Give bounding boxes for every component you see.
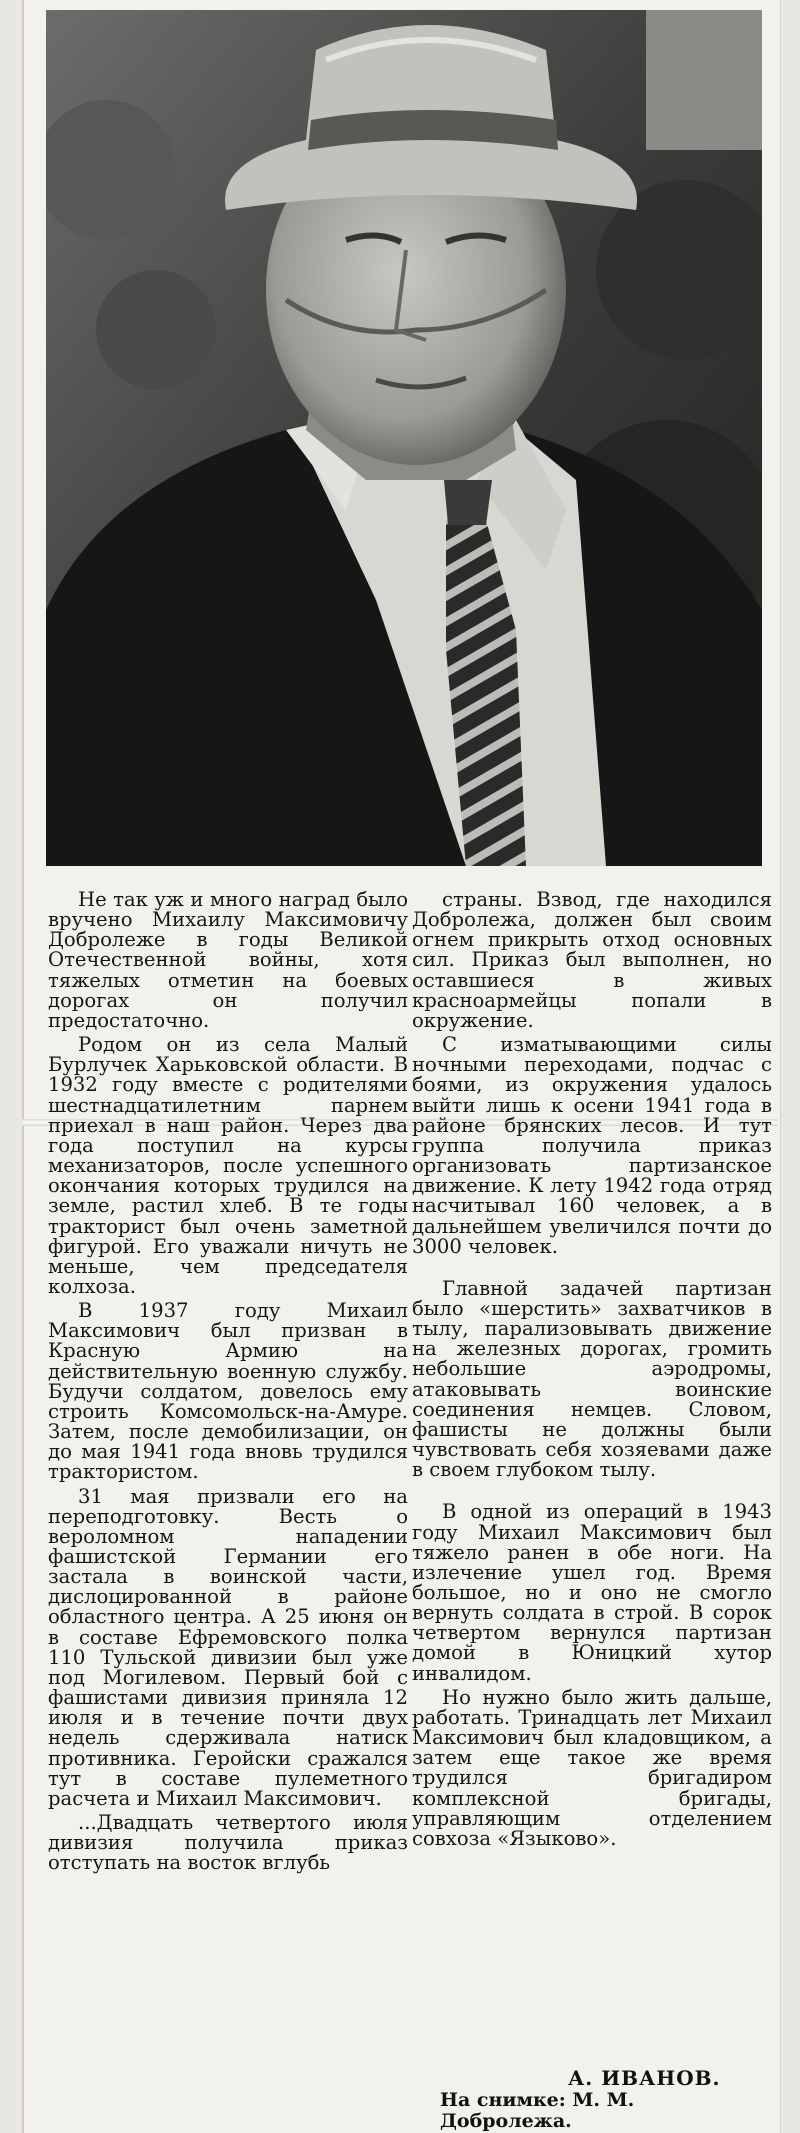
article-left-column	[48, 890, 408, 1878]
photo-caption: На снимке: М. М. Добролежа.	[440, 2089, 635, 2132]
paragraph: ...Двадцать четвертого июля дивизия получила приказ отступать на восток вглубь	[48, 1811, 408, 1875]
author-signature: А. ИВАНОВ.	[568, 2066, 721, 2090]
paragraph: Родом он из села Малый Бурлучек Харьковской области. В 1932 году вместе с родителями шестнадцатилетним парнем приехал в наш район. Через два года поступил на курсы механизаторов, после успешного окончания которых трудился на земле, растил хлеб. В те годы тракторист был очень заметной фигурой. Его уважали ничуть не меньше, чем председателя колхоза.	[48, 1033, 408, 1298]
paragraph: В 1937 году Михаил Максимович был призван в Красную Армию на действительную военную службу. Будучи солдатом, довелось ему строить Комсомольск-на-Амуре. Затем, после демобилизации, он до мая 1941 года вновь трудился трактористом.	[48, 1299, 408, 1484]
paragraph: С изматывающими силы ночными переходами, подчас с боями, из окружения удалось выйти лишь к осени 1941 года в районе брянских лесов. И тут группа получила приказ организовать партизанское движение. К лету 1942 года отряд насчитывал 160 человек, а в дальнейшем увеличился почти до 3000 человек.	[412, 1033, 772, 1258]
portrait-photo	[46, 10, 762, 866]
article-right-column	[412, 890, 772, 1853]
paragraph: Главной задачей партизан было «шерстить» захватчиков в тылу, парализовывать движение на железных дорогах, громить небольшие аэродромы, атаковывать воинские соединения немцев. Словом, фашисты не должны были чувствовать себя хозяевами даже в своем глубоком тылу.	[412, 1276, 772, 1482]
paragraph: 31 мая призвали его на переподготовку. Весть о вероломном нападении фашистской Германии его застала в воинской части, дислоцированной в районе областного центра. А 25 июня он в составе Ефремовского полка 110 Тульской дивизии был уже под Могилевом. Первый бой с фашистами дивизия приняла 12 июля и в течение почти двух недель сдерживала натиск противника. Геройски сражался тут в составе пулеметного расчета и Михаил Максимович.	[48, 1484, 408, 1810]
paragraph: Не так уж и много наград было вручено Михаилу Максимовичу Добролеже в годы Великой Отечественной войны, хотя тяжелых отметин на боевых дорогах он получил предостаточно.	[48, 888, 408, 1032]
paragraph: Но нужно было жить дальше, работать. Тринадцать лет Михаил Максимович был кладовщиком, а затем еще такое же время трудился бригадиром комплексной бригады, управляющим отделением совхоза «Языково».	[412, 1685, 772, 1850]
paragraph: В одной из операций в 1943 году Михаил Максимович был тяжело ранен в обе ноги. На излечение ушел год. Время большое, но и оно не смогло вернуть солдата в строй. В сорок четвертом вернулся партизан домой в Юницкий хутор инвалидом.	[412, 1500, 772, 1685]
paragraph: страны. Взвод, где находился Добролежа, должен был своим огнем прикрыть отход основных сил. Приказ был выполнен, но оставшиеся в живых красноармейцы попали в окружение.	[412, 888, 772, 1032]
